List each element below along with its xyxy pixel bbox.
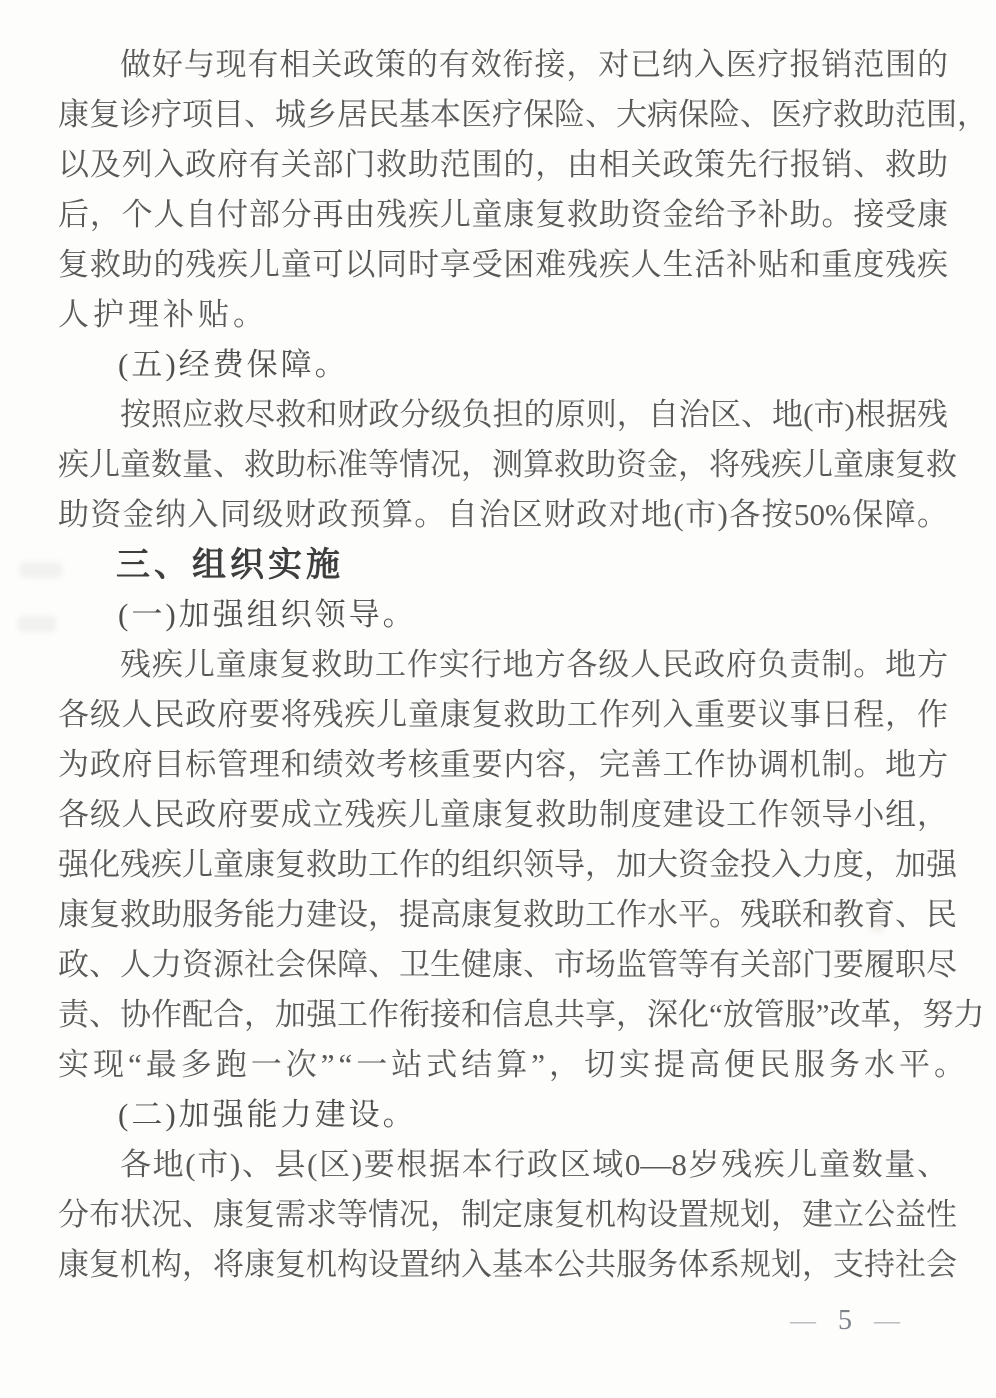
footer-dash-right: — (874, 1306, 900, 1335)
text-line: 康复机构，将康复机构设置纳入基本公共服务体系规划，支持社会 (58, 1247, 957, 1282)
subsection-heading-leadership: (一)加强组织领导。 (118, 597, 417, 632)
subsection-heading-capacity: (二)加强能力建设。 (118, 1097, 417, 1132)
text-line: 实现“最多跑一次”“一站式结算”，切实提高便民服务水平。 (58, 1047, 970, 1082)
text-line: 强化残疾儿童康复救助工作的组织领导，加大资金投入力度，加强 (58, 847, 957, 882)
text-line: 残疾儿童康复救助工作实行地方各级人民政府负责制。地方 (120, 647, 948, 682)
text-line: 助资金纳入同级财政预算。自治区财政对地(市)各按50%保障。 (58, 497, 948, 532)
text-line: 康复诊疗项目、城乡居民基本医疗保险、大病保险、医疗救助范围， (58, 97, 988, 132)
text-line: 做好与现有相关政策的有效衔接，对已纳入医疗报销范围的 (120, 47, 948, 82)
text-line: 疾儿童数量、救助标准等情况，测算救助资金，将残疾儿童康复救 (58, 447, 957, 482)
text-line: 责、协作配合，加强工作衔接和信息共享，深化“放管服”改革，努力 (58, 997, 985, 1032)
footer-dash-left: — (790, 1306, 816, 1335)
text-line: 后，个人自付部分再由残疾儿童康复救助资金给予补助。接受康 (58, 197, 948, 232)
text-line: 各级人民政府要成立残疾儿童康复救助制度建设工作领导小组， (58, 797, 948, 832)
text-line: 政、人力资源社会保障、卫生健康、市场监管等有关部门要履职尽 (58, 947, 957, 982)
text-line: 康复救助服务能力建设，提高康复救助工作水平。残联和教育、民 (58, 897, 957, 932)
text-line: 以及列入政府有关部门救助范围的，由相关政策先行报销、救助 (58, 147, 948, 182)
scan-smudge (18, 616, 56, 632)
text-line: 人护理补贴。 (58, 297, 268, 332)
page-number: 5 (838, 1305, 852, 1336)
text-line: 复救助的残疾儿童可以同时享受困难残疾人生活补贴和重度残疾 (58, 247, 948, 282)
subsection-heading-funding: (五)经费保障。 (118, 347, 349, 382)
text-line: 各地(市)、县(区)要根据本行政区域0—8岁残疾儿童数量、 (120, 1147, 948, 1182)
text-line: 为政府目标管理和绩效考核重要内容，完善工作协调机制。地方 (58, 747, 948, 782)
section-heading-implementation: 三、组织实施 (116, 546, 344, 584)
text-line: 分布状况、康复需求等情况，制定康复机构设置规划，建立公益性 (58, 1197, 957, 1232)
scan-smudge (20, 562, 62, 578)
text-line: 按照应救尽救和财政分级负担的原则，自治区、地(市)根据残 (120, 397, 948, 432)
text-line: 各级人民政府要将残疾儿童康复救助工作列入重要议事日程，作 (58, 697, 948, 732)
document-body (58, 40, 988, 1290)
page-footer (790, 1305, 900, 1337)
